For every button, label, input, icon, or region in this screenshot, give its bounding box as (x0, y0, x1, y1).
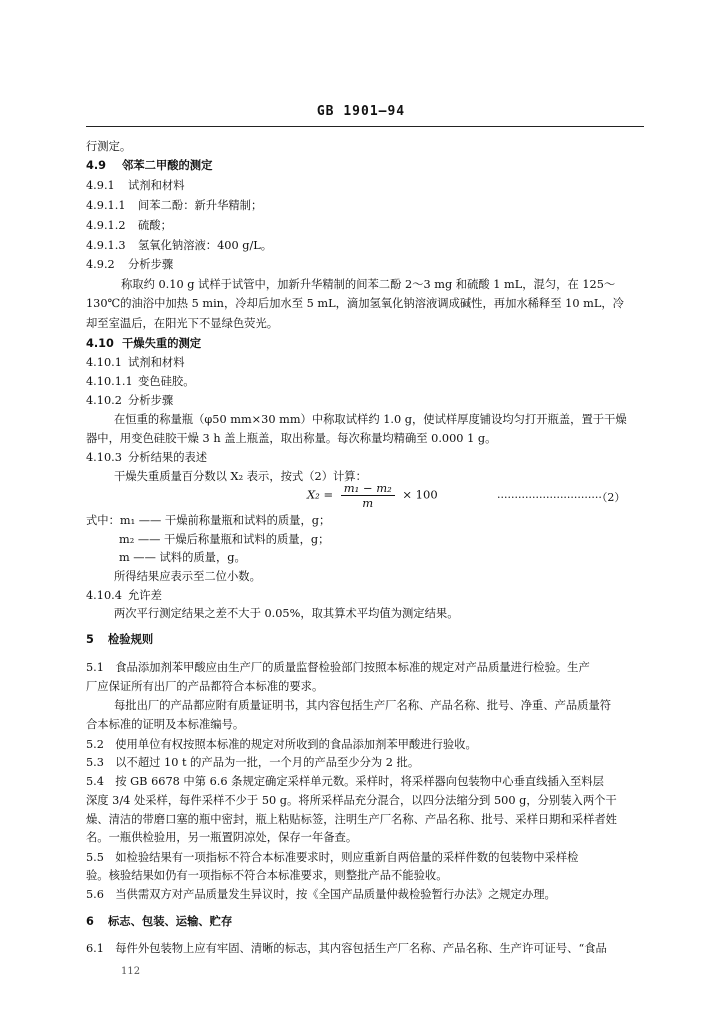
body-line: 每批出厂的产品都应附有质量证明书，其内容包括生产厂名称、产品名称、批号、净重、产品质量符 (114, 699, 612, 712)
body-line: 130℃的油浴中加热 5 min，冷却后加水至 5 mL，滴加氢氧化钠溶液调成碱性，再加水稀释至 10 mL，冷 (86, 297, 624, 310)
section-heading: 6 标志、包装、运输、贮存 (86, 915, 233, 928)
formula-rhs: × 100 (402, 487, 438, 502)
page-number: 112 (121, 966, 141, 977)
body-line: 6.1 每件外包装物上应有牢固、清晰的标志，其内容包括生产厂名称、产品名称、生产许可证号、“食品 (86, 942, 607, 955)
body-line: 深度 3/4 处采样，每件采样不少于 50 g。将所采样品充分混合，以四分法缩分到 500 g，分别装入两个干 (86, 794, 617, 807)
body-line: 所得结果应表示至二位小数。 (114, 570, 261, 583)
subsection-heading: 4.10.1 试剂和材料 (86, 356, 185, 369)
list-item: 4.10.1.1 变色硅胶。 (86, 375, 195, 388)
section-heading: 5 检验规则 (86, 633, 154, 646)
body-line: 在恒重的称量瓶（φ50 mm×30 mm）中称取试样约 1.0 g，使试样厚度铺设均匀打开瓶盖，置于干燥 (114, 413, 627, 426)
header-rule (86, 126, 644, 127)
section-heading: 4.10 干燥失重的测定 (86, 337, 202, 350)
variable-definition: m —— 试料的质量，g。 (119, 551, 246, 564)
section-heading: 4.9 邻苯二甲酸的测定 (86, 159, 213, 172)
variable-definition: 式中：m₁ —— 干燥前称量瓶和试料的质量，g； (86, 514, 331, 527)
body-line: 名。一瓶供检验用，另一瓶置阴凉处，保存一年备查。 (86, 831, 358, 844)
formula-fraction (341, 481, 395, 510)
body-line: 5.2 使用单位有权按照本标准的规定对所收到的食品添加剂苯甲酸进行验收。 (86, 738, 477, 751)
body-line: 行测定。 (86, 140, 132, 153)
subsection-heading: 4.9.1 试剂和材料 (86, 179, 185, 192)
subsection-heading: 4.10.2 分析步骤 (86, 394, 174, 407)
body-line: 5.1 食品添加剂苯甲酸应由生产厂的质量监督检验部门按照本标准的规定对产品质量进行检验。生产 (86, 661, 590, 674)
body-line: 燥、清洁的带磨口塞的瓶中密封，瓶上粘贴标签，注明生产厂名称、产品名称、批号、采样日期和采样者姓 (86, 813, 617, 826)
body-line: 5.6 当供需双方对产品质量发生异议时，按《全国产品质量仲裁检验暂行办法》之规定办理。 (86, 888, 556, 901)
list-item: 4.9.1.3 氢氧化钠溶液：400 g/L。 (86, 239, 273, 252)
list-item: 4.9.1.1 间苯二酚：新升华精制； (86, 199, 263, 212)
standard-number: GB 1901—94 (316, 104, 406, 119)
subsection-heading: 4.10.4 允许差 (86, 589, 162, 602)
body-line: 5.3 以不超过 10 t 的产品为一批，一个月的产品至少分为 2 批。 (86, 756, 420, 769)
formula-lhs: X₂ = (307, 487, 334, 502)
subsection-heading: 4.10.3 分析结果的表述 (86, 451, 208, 464)
body-line: 干燥失重质量百分数以 X₂ 表示，按式（2）计算： (114, 470, 367, 483)
list-item: 4.9.1.2 硫酸； (86, 219, 172, 232)
body-line: 器中，用变色硅胶干燥 3 h 盖上瓶盖，取出称量。每次称量均精确至 0.000 1 g。 (86, 432, 497, 445)
body-line: 验。核验结果如仍有一项指标不符合本标准要求，则整批产品不能验收。 (86, 869, 448, 882)
formula-2 (307, 481, 438, 510)
formula-numerator: m₁ − m₂ (341, 481, 395, 496)
body-line: 合本标准的证明及本标准编号。 (86, 718, 245, 731)
body-line: 称取约 0.10 g 试样于试管中，加新升华精制的间苯二酚 2～3 mg 和硫酸 1 mL，混匀，在 125～ (121, 278, 616, 291)
formula-denominator: m (362, 496, 374, 510)
subsection-heading: 4.9.2 分析步骤 (86, 258, 174, 271)
body-line: 两次平行测定结果之差不大于 0.05%，取其算术平均值为测定结果。 (114, 607, 459, 620)
body-line: 却至室温后，在阳光下不显绿色荧光。 (86, 317, 279, 330)
variable-definition: m₂ —— 干燥后称量瓶和试料的质量，g； (119, 533, 330, 546)
body-line: 5.4 按 GB 6678 中第 6.6 条规定确定采样单元数。采样时，将采样器向包装物中心垂直线插入至料层 (86, 775, 604, 788)
body-line: 5.5 如检验结果有一项指标不符合本标准要求时，则应重新自两倍量的采样件数的包装物中采样检 (86, 851, 579, 864)
equation-number: ······························（2） (497, 491, 626, 504)
body-line: 厂应保证所有出厂的产品都符合本标准的要求。 (86, 680, 324, 693)
